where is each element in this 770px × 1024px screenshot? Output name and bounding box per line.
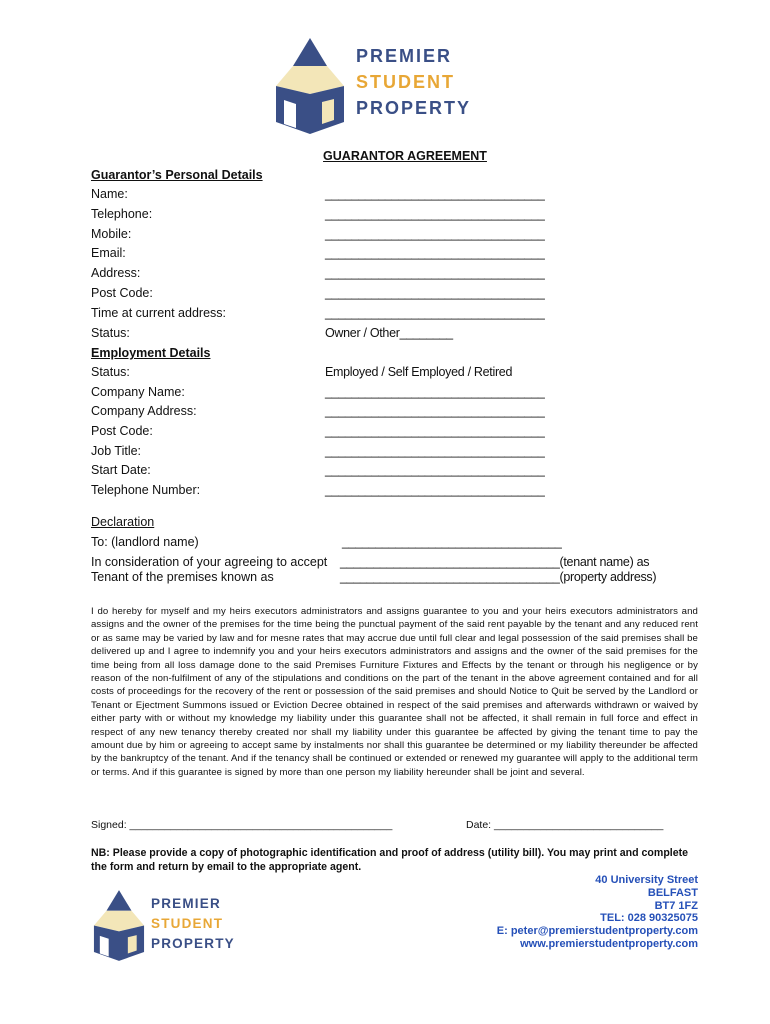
telephone-number-label: Telephone Number: [91, 483, 201, 497]
employment-postcode-field[interactable]: _________________________________ [325, 424, 545, 438]
contact-postcode: BT7 1FZ [654, 899, 698, 912]
company-name-label: Company Name: [91, 385, 185, 399]
address-label: Address: [91, 266, 141, 280]
contact-street: 40 University Street [595, 874, 698, 886]
job-title-label: Job Title: [91, 444, 142, 458]
house-logo-small-icon [91, 888, 147, 963]
brand-line-3: PROPERTY [356, 98, 472, 118]
status-field[interactable]: Owner / Other________ [325, 326, 453, 340]
email-field[interactable]: _________________________________ [325, 246, 545, 260]
personal-heading: Guarantor’s Personal Details [91, 168, 263, 182]
name-label: Name: [91, 187, 128, 201]
footer-logo [91, 888, 251, 963]
tenant-name-field[interactable]: _________________________________(tenant name) as [340, 555, 650, 569]
company-name-field[interactable]: _________________________________ [325, 385, 545, 399]
employment-postcode-label: Post Code: [91, 424, 153, 438]
start-date-label: Start Date: [91, 463, 151, 477]
landlord-label: To: (landlord name) [91, 535, 199, 549]
postcode-label: Post Code: [91, 286, 153, 300]
landlord-field[interactable]: _________________________________ [342, 535, 562, 549]
time-at-address-label: Time at current address: [91, 306, 227, 320]
time-at-address-field[interactable]: _________________________________ [325, 306, 545, 320]
address-field[interactable]: _________________________________ [325, 266, 545, 280]
employment-heading: Employment Details [91, 346, 211, 360]
email-label: Email: [91, 246, 126, 260]
name-field[interactable]: _________________________________ [325, 187, 545, 201]
house-logo-icon [272, 36, 348, 136]
header-logo [272, 36, 482, 136]
telephone-label: Telephone: [91, 207, 153, 221]
employment-status-field[interactable]: Employed / Self Employed / Retired [325, 365, 513, 379]
page-title: GUARANTOR AGREEMENT [323, 149, 487, 163]
contact-city: BELFAST [647, 886, 698, 899]
brand-line-2: STUDENT [356, 72, 455, 92]
declaration-body: I do hereby for myself and my heirs executors administrators and assigns guarantee to you and your heirs executors administrators and assigns and the owner of the premises for the time being the punctual payment of the said rent payable by the tenant and any reduced rent or as same may be varied by law and for mesne rates that may accrue due until full clear and legal possession of the said premises shall be delivered up and I agree to indemnify you and your heirs executors administrators and assigns and the owner of the said premises for the time being from all loss damage done to the said Premises Furniture Fixtures and Effects by the tenant or through his negligence or by reason of the non-fulfilment of any of the stipulations and conditions on the part of the tenant in the above agreement contained and for all costs of proceedings for the recovery of the rent or possession of the said premises and should Notice to Quit be served by the Landlord or Tenant or Ejectment Summons issued or Eviction Decree obtained in respect of the said premises and afterwards withdrawn or waived by either party with or without my knowledge my liability under this guarantee shall not be affected, it shall remain in full force and effect in respect of any new tenancy thereby created nor shall my liability under this guarantee be affected by giving the tenant time to pay the amount due by him or agreeing to accept same by instalments nor shall this guarantee be determined or my liability thereunder be affected by the bankruptcy of the tenant. And if the tenancy shall be continued or extended or renewed my guarantee will apply to the additional term or terms. And if this guarantee is signed by more than one person my liability hereunder shall be joint and several. [91, 606, 698, 778]
footer-brand-line-2: STUDENT [151, 916, 224, 931]
start-date-field[interactable]: _________________________________ [325, 463, 545, 477]
footer-brand-line-3: PROPERTY [151, 936, 235, 951]
date-field[interactable]: Date: _____________________________ [466, 819, 664, 831]
job-title-field[interactable]: _________________________________ [325, 444, 545, 458]
telephone-field[interactable]: _________________________________ [325, 207, 545, 221]
declaration-heading: Declaration [91, 515, 155, 529]
postcode-field[interactable]: _________________________________ [325, 286, 545, 300]
tenant-premises-label: Tenant of the premises known as [91, 570, 274, 584]
contact-block [497, 874, 698, 951]
mobile-field[interactable]: _________________________________ [325, 227, 545, 241]
consideration-label: In consideration of your agreeing to accept [91, 555, 328, 569]
footer-brand-line-1: PREMIER [151, 896, 221, 911]
mobile-label: Mobile: [91, 227, 132, 241]
contact-email[interactable]: E: peter@premierstudentproperty.com [496, 925, 698, 938]
status-label: Status: [91, 326, 130, 340]
telephone-number-field[interactable]: _________________________________ [325, 483, 545, 497]
property-address-field[interactable]: _________________________________(property address) [340, 570, 657, 584]
brand-line-1: PREMIER [356, 46, 453, 66]
nb-note: NB: Please provide a copy of photographic identification and proof of address (utility bill). You may print and complete the form and return by email to the appropriate agent. [91, 847, 689, 873]
company-address-label: Company Address: [91, 404, 197, 418]
signed-field[interactable]: Signed: _____________________________________________ [91, 819, 393, 831]
contact-website[interactable]: www.premierstudentproperty.com [520, 937, 698, 950]
employment-status-label: Status: [91, 365, 130, 379]
contact-tel: TEL: 028 90325075 [600, 912, 698, 925]
company-address-field[interactable]: _________________________________ [325, 404, 545, 418]
